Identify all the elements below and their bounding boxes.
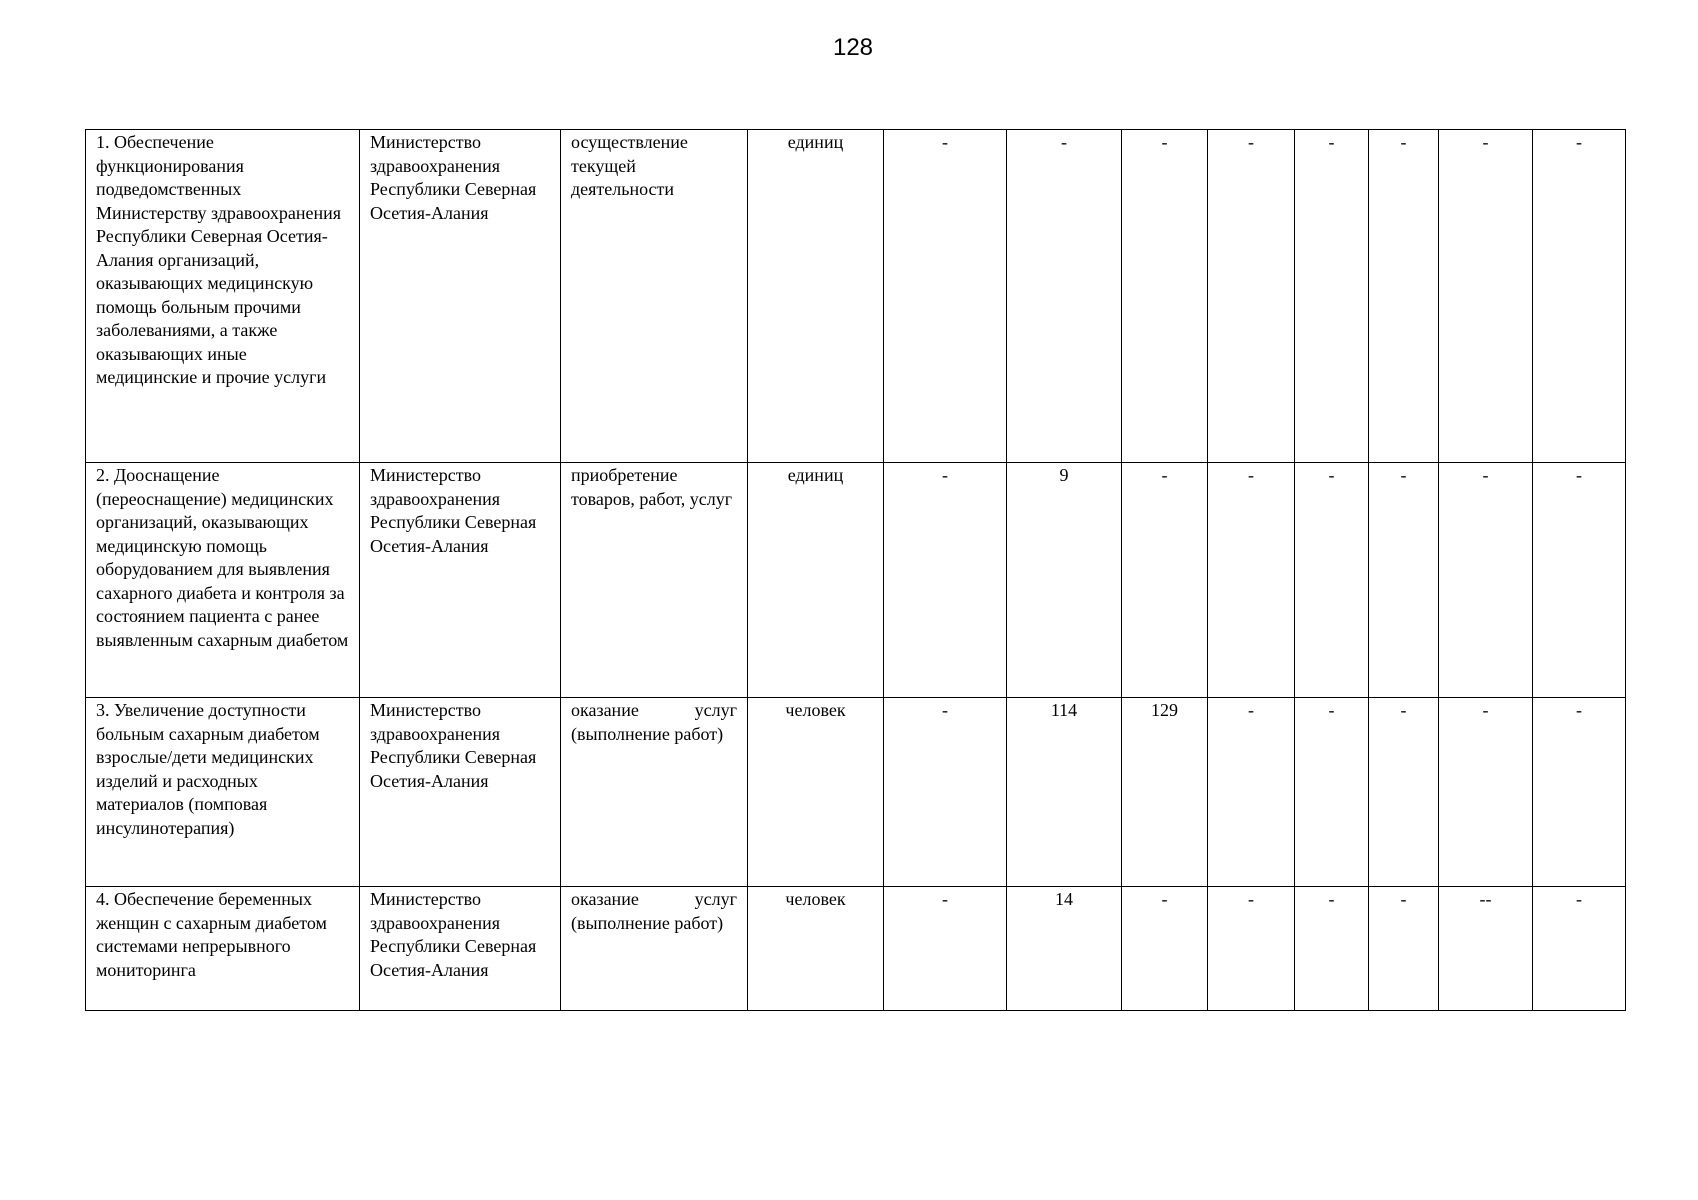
page-number: 128 — [832, 34, 874, 61]
value-cell: - — [1208, 698, 1295, 887]
value-cell: 129 — [1122, 698, 1208, 887]
measure-type-cell: оказание услуг (выполнение работ) — [561, 698, 748, 887]
value-cell: - — [1533, 887, 1626, 1011]
value-cell: - — [1439, 698, 1533, 887]
measure-type-cell: приобретение товаров, работ, услуг — [561, 463, 748, 698]
value-cell: - — [1208, 887, 1295, 1011]
value-cell: - — [1295, 463, 1369, 698]
table-row — [86, 463, 1626, 698]
measure-type-cell: осуществление текущей деятельности — [561, 130, 748, 463]
value-cell: - — [1369, 463, 1439, 698]
measure-name-cell: 2. Дооснащение (переоснащение) медицинских организаций, оказывающих медицинскую помощь оборудованием для выявления сахарного диабета и контроля за состоянием пациента с ранее выявленным сахарным диабетом — [86, 463, 360, 698]
unit-cell: единиц — [748, 463, 884, 698]
value-cell: - — [1369, 698, 1439, 887]
unit-cell: единиц — [748, 130, 884, 463]
unit-cell: человек — [748, 887, 884, 1011]
value-cell: - — [1122, 463, 1208, 698]
agency-cell: Министерство здравоохранения Республики Северная Осетия-Алания — [360, 463, 561, 698]
value-cell: - — [1295, 698, 1369, 887]
measure-name-cell: 4. Обеспечение беременных женщин с сахарным диабетом системами непрерывного мониторинга — [86, 887, 360, 1011]
value-cell: - — [1533, 463, 1626, 698]
agency-cell: Министерство здравоохранения Республики Северная Осетия-Алания — [360, 130, 561, 463]
value-cell: - — [1122, 130, 1208, 463]
value-cell: - — [1007, 130, 1122, 463]
measure-name-cell: 1. Обеспечение функционирования подведомственных Министерству здравоохранения Республики Северная Осетия-Алания организаций, оказывающих медицинскую помощь больным прочими заболеваниями, а также оказывающих иные медицинские и прочие услуги — [86, 130, 360, 463]
value-cell: - — [1439, 130, 1533, 463]
value-cell: - — [884, 463, 1007, 698]
table-row — [86, 130, 1626, 463]
measures-table — [85, 129, 1626, 1011]
measure-type-cell: оказание услуг (выполнение работ) — [561, 887, 748, 1011]
value-cell: - — [1369, 887, 1439, 1011]
value-cell: - — [1533, 130, 1626, 463]
unit-cell: человек — [748, 698, 884, 887]
measure-name-cell: 3. Увеличение доступности больным сахарным диабетом взрослые/дети медицинских изделий и расходных материалов (помповая инсулинотерапия) — [86, 698, 360, 887]
value-cell: - — [1208, 463, 1295, 698]
value-cell: - — [1439, 463, 1533, 698]
value-cell: - — [1295, 130, 1369, 463]
value-cell: -- — [1439, 887, 1533, 1011]
value-cell: - — [1369, 130, 1439, 463]
agency-cell: Министерство здравоохранения Республики Северная Осетия-Алания — [360, 887, 561, 1011]
value-cell: 114 — [1007, 698, 1122, 887]
table-row — [86, 698, 1626, 887]
value-cell: - — [884, 130, 1007, 463]
value-cell: - — [1208, 130, 1295, 463]
agency-cell: Министерство здравоохранения Республики Северная Осетия-Алания — [360, 698, 561, 887]
value-cell: - — [884, 887, 1007, 1011]
table-row — [86, 887, 1626, 1011]
value-cell: - — [1122, 887, 1208, 1011]
value-cell: 14 — [1007, 887, 1122, 1011]
value-cell: 9 — [1007, 463, 1122, 698]
value-cell: - — [884, 698, 1007, 887]
value-cell: - — [1295, 887, 1369, 1011]
value-cell: - — [1533, 698, 1626, 887]
